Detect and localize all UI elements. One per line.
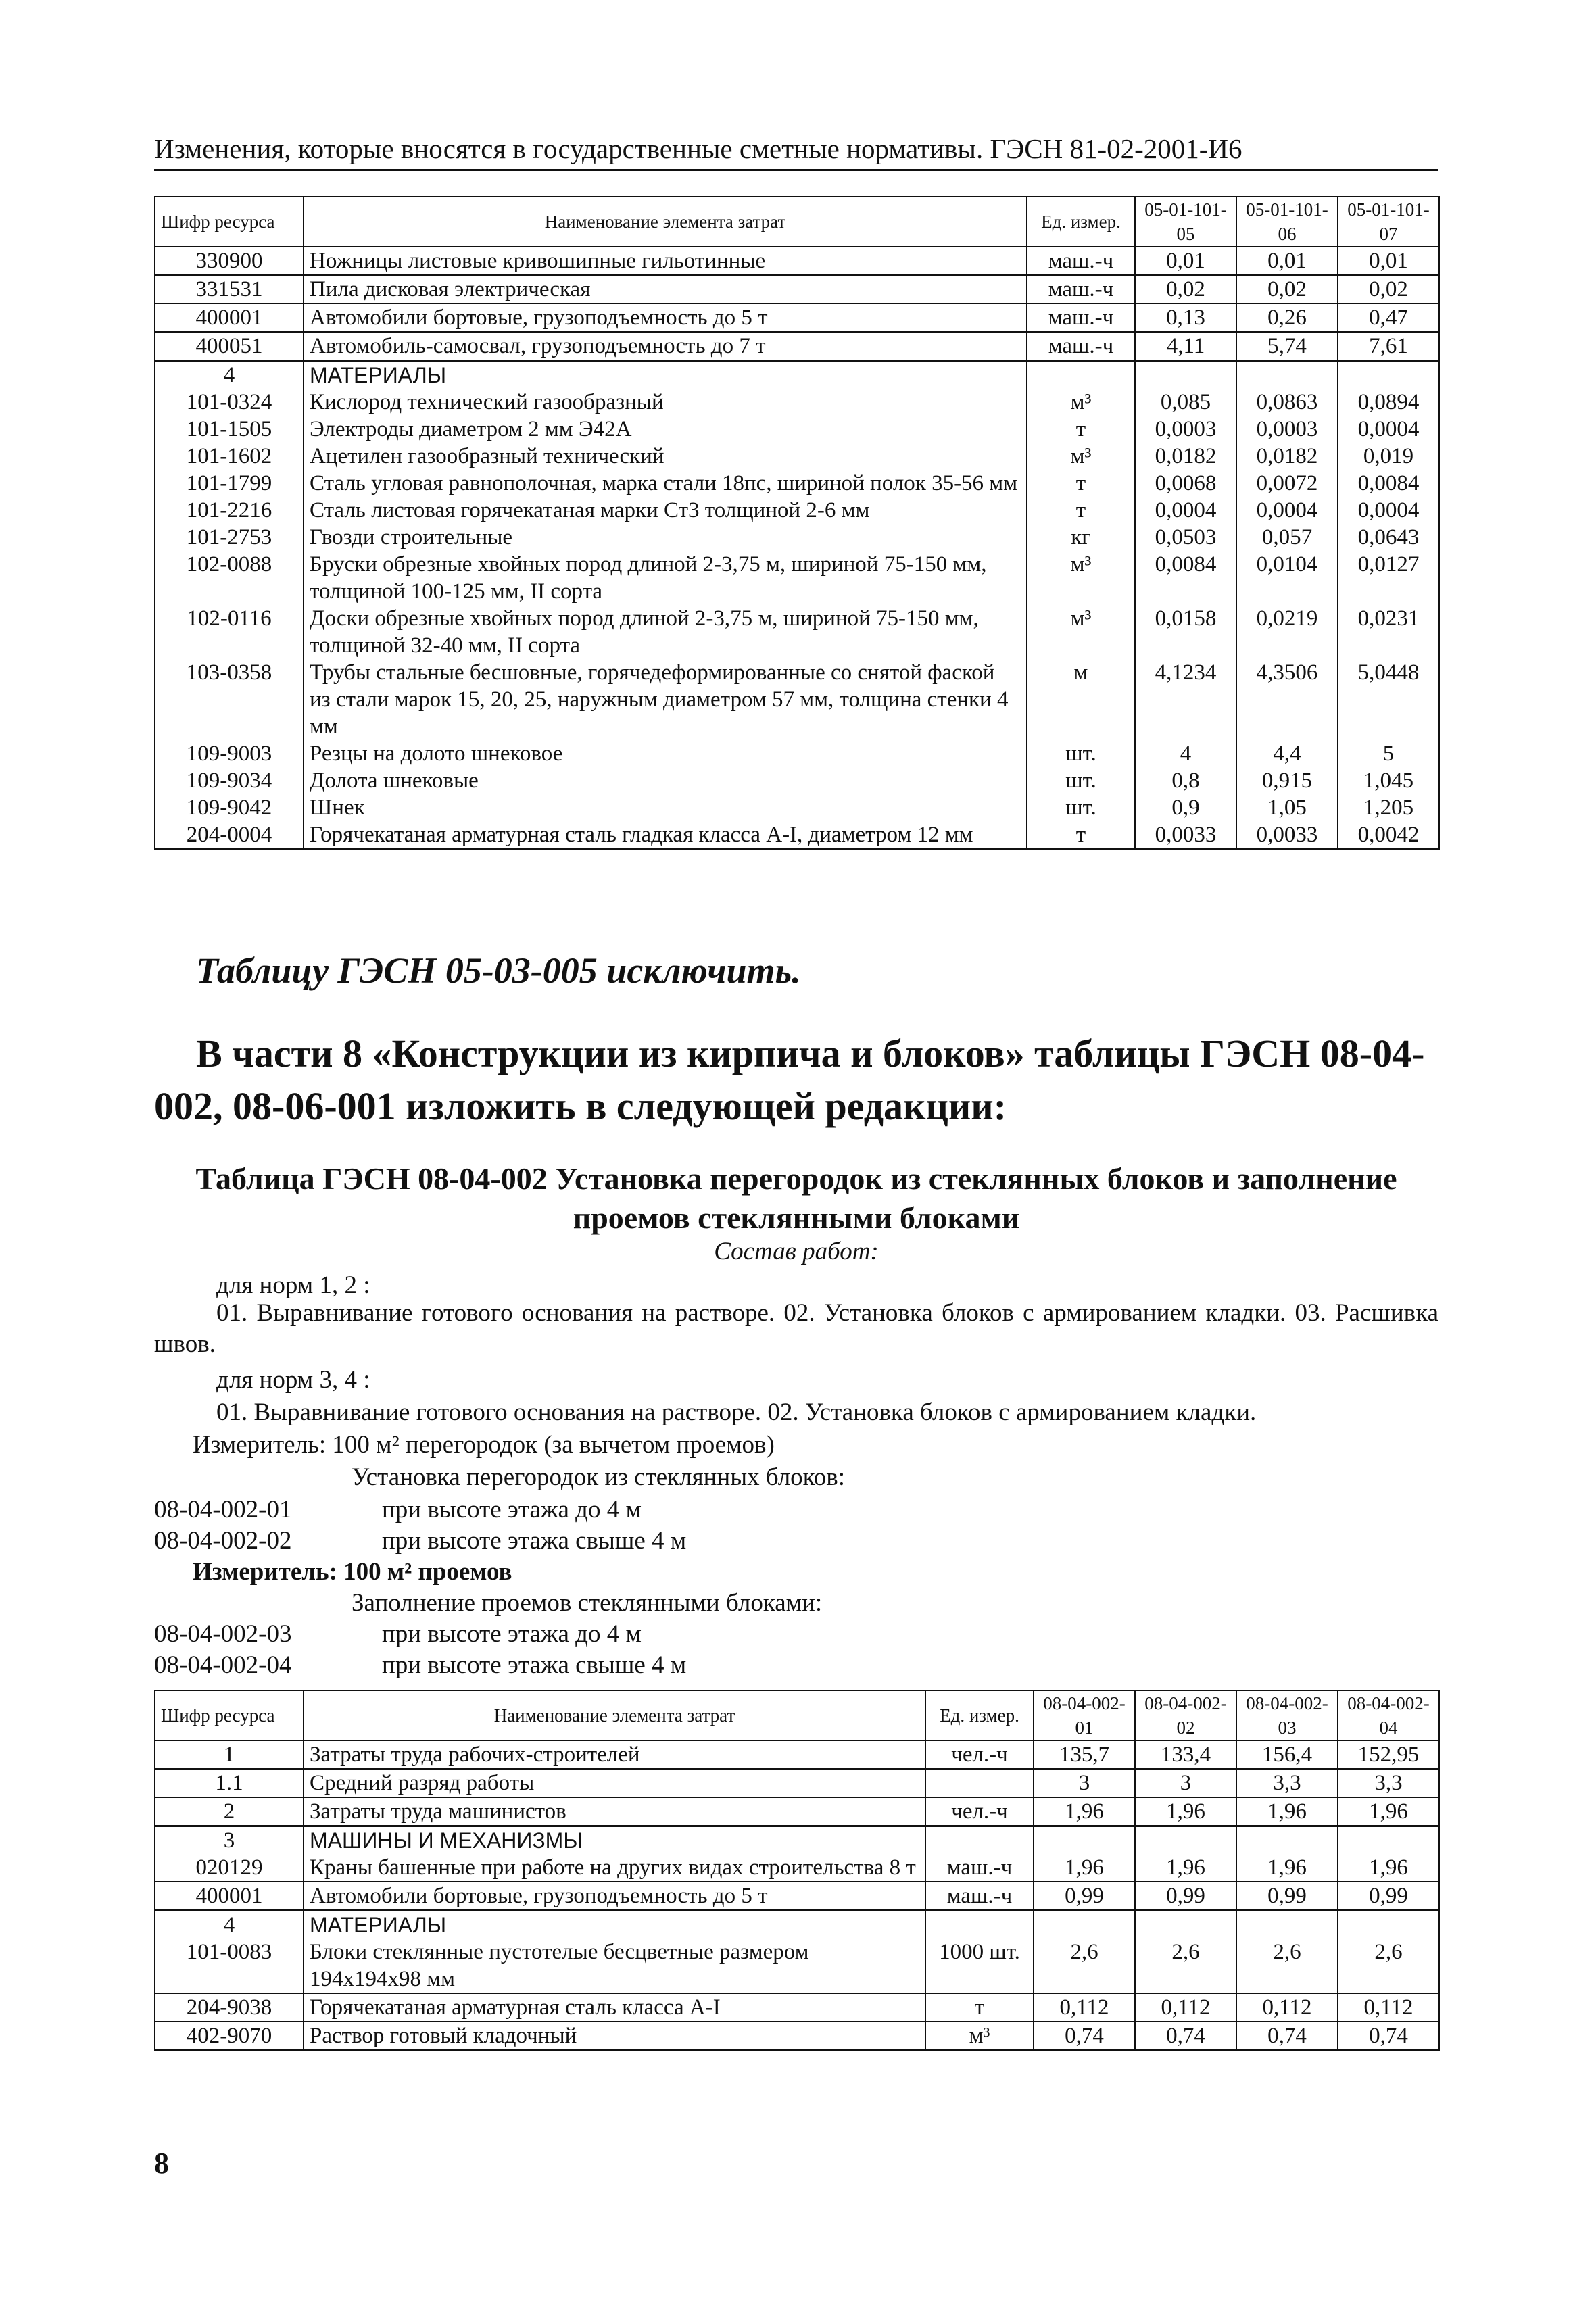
cell-v3: 0,0894 [1338,389,1439,416]
cell-name: Ножницы листовые кривошипные гильотинные [304,247,1027,275]
header-unit: Ед. измер. [1027,197,1135,247]
cell-name: Доски обрезные хвойных пород длиной 2-3,75 м, шириной 75-150 мм, толщиной 32-40 мм, II сорта [304,605,1027,659]
cell-v1: 1,96 [1034,1797,1135,1826]
cell-name: Горячекатаная арматурная сталь класса А-I [304,1993,925,2022]
cell-code: 101-0324 [155,389,304,416]
cell-unit: шт. [1027,794,1135,821]
cell-code: 400001 [155,1882,304,1911]
cell-v2: 0,0863 [1236,389,1338,416]
header-norm-3: 05-01-101-07 [1338,197,1439,247]
header-unit: Ед. измер. [925,1690,1034,1740]
cell-v2: 4,3506 [1236,659,1338,740]
cell-v1: 0,0158 [1135,605,1236,659]
cell-unit: м³ [1027,443,1135,470]
cell-v3: 0,0004 [1338,497,1439,524]
cell-v1 [1135,361,1236,389]
table-title: Таблица ГЭСН 08-04-002 Установка перегородок из стеклянных блоков и заполнение проемов стеклянными блоками [195,1161,1397,1235]
cell-v4: 1,96 [1338,1797,1439,1826]
meter-1-label: Измеритель: [193,1431,327,1459]
table-row [155,659,1439,740]
page-header: Изменения, которые вносятся в государственные сметные нормативы. ГЭСН 81-02-2001-И6 [154,132,1438,171]
cell-unit: т [1027,470,1135,497]
cell-name: МАШИНЫ И МЕХАНИЗМЫ [304,1826,925,1855]
cell-unit: м³ [1027,605,1135,659]
cell-code: 1 [155,1740,304,1769]
cell-code: 1.1 [155,1769,304,1797]
table-row [155,1993,1439,2022]
cell-unit: м³ [1027,389,1135,416]
cell-v2: 133,4 [1135,1740,1236,1769]
cell-code: 330900 [155,247,304,275]
cell-v3: 0,47 [1338,303,1439,332]
cell-v4 [1338,1911,1439,1939]
table-row [155,361,1439,389]
cell-v2 [1236,361,1338,389]
meter-2-value: 100 м² проемов [343,1558,512,1586]
cell-v1: 0,01 [1135,247,1236,275]
cell-name: Затраты труда рабочих-строителей [304,1740,925,1769]
cell-unit: маш.-ч [1027,303,1135,332]
cell-unit [925,1911,1034,1939]
install-label: Установка перегородок из стеклянных блоков: [352,1463,846,1491]
cell-unit: маш.-ч [925,1854,1034,1882]
table-row [155,1882,1439,1911]
cell-v3: 0,0004 [1338,416,1439,443]
table-row [155,794,1439,821]
composition-label: Состав работ: [714,1238,879,1265]
cell-unit: маш.-ч [1027,247,1135,275]
cell-unit: м³ [925,2022,1034,2051]
cell-name: МАТЕРИАЛЫ [304,1911,925,1939]
cell-v1: 0,0503 [1135,524,1236,551]
header-code: Шифр ресурса [155,1690,304,1740]
cell-name: Кислород технический газообразный [304,389,1027,416]
table-row [155,1740,1439,1769]
cell-v4: 152,95 [1338,1740,1439,1769]
table-row [155,524,1439,551]
table-row [155,1797,1439,1826]
cell-v2: 2,6 [1135,1939,1236,1993]
cell-unit: м [1027,659,1135,740]
cell-unit: т [925,1993,1034,2022]
table-row [155,1939,1439,1993]
cell-v1: 0,0182 [1135,443,1236,470]
cell-unit [1027,361,1135,389]
header-name: Наименование элемента затрат [304,1690,925,1740]
part8-heading: В части 8 «Конструкции из кирпича и блоков» таблицы ГЭСН 08-04-002, 08-06-001 изложить в следующей редакции: [154,1031,1425,1128]
cell-code: 101-2216 [155,497,304,524]
cell-v3: 0,0643 [1338,524,1439,551]
norm-2-text: при высоте этажа свыше 4 м [382,1527,687,1555]
cell-v3: 1,045 [1338,767,1439,794]
cell-v3: 0,99 [1236,1882,1338,1911]
cell-v2 [1135,1826,1236,1855]
cell-v2: 4,4 [1236,740,1338,767]
norms-1-2-label: для норм 1, 2 : [216,1271,370,1299]
table-row [155,1911,1439,1939]
cell-v1 [1034,1826,1135,1855]
cell-code: 020129 [155,1854,304,1882]
table-row [155,551,1439,605]
cell-v4: 2,6 [1338,1939,1439,1993]
header-name: Наименование элемента затрат [304,197,1027,247]
cell-unit: маш.-ч [1027,332,1135,361]
cell-v2: 1,96 [1135,1854,1236,1882]
cell-v1: 0,9 [1135,794,1236,821]
cell-v3: 2,6 [1236,1939,1338,1993]
cell-code: 3 [155,1826,304,1855]
cell-unit: чел.-ч [925,1740,1034,1769]
cell-v1: 0,8 [1135,767,1236,794]
cell-name: Гвозди строительные [304,524,1027,551]
cell-v2: 0,0072 [1236,470,1338,497]
resource-table-05-01-101 [154,196,1440,850]
cell-code: 109-9034 [155,767,304,794]
cell-code: 109-9003 [155,740,304,767]
cell-unit: маш.-ч [925,1882,1034,1911]
cell-v4 [1338,1826,1439,1855]
cell-v1: 1,96 [1034,1854,1135,1882]
norm-1-code: 08-04-002-01 [154,1496,292,1524]
cell-code: 101-1799 [155,470,304,497]
cell-v1: 0,085 [1135,389,1236,416]
cell-code: 101-1505 [155,416,304,443]
cell-code: 4 [155,361,304,389]
table-row [155,1769,1439,1797]
meter-2 [193,1557,512,1586]
cell-unit: кг [1027,524,1135,551]
fill-label: Заполнение проемов стеклянными блоками: [352,1589,823,1617]
cell-v1 [1034,1911,1135,1939]
header-norm-2: 05-01-101-06 [1236,197,1338,247]
cell-v2: 0,99 [1135,1882,1236,1911]
norm-3-text: при высоте этажа до 4 м [382,1620,642,1648]
cell-code: 2 [155,1797,304,1826]
cell-unit: чел.-ч [925,1797,1034,1826]
cell-v1: 4,11 [1135,332,1236,361]
cell-name: Шнек [304,794,1027,821]
cell-code: 101-2753 [155,524,304,551]
cell-v2: 3 [1135,1769,1236,1797]
cell-v2: 0,915 [1236,767,1338,794]
cell-v2: 1,05 [1236,794,1338,821]
cell-v3: 5 [1338,740,1439,767]
cell-code: 103-0358 [155,659,304,740]
cell-v2: 0,0219 [1236,605,1338,659]
cell-v2: 0,112 [1135,1993,1236,2022]
cell-v1: 0,02 [1135,275,1236,303]
table-row [155,767,1439,794]
cell-code: 101-0083 [155,1939,304,1993]
cell-code: 402-9070 [155,2022,304,2051]
table-row [155,443,1439,470]
cell-v3: 1,96 [1236,1854,1338,1882]
cell-name: Блоки стеклянные пустотелые бесцветные размером 194x194x98 мм [304,1939,925,1993]
meter-1 [193,1430,775,1459]
cell-v4: 1,96 [1338,1854,1439,1882]
header-norm-3: 08-04-002-03 [1236,1690,1338,1740]
cell-code: 102-0088 [155,551,304,605]
meter-2-label: Измеритель: [193,1558,337,1586]
meter-1-value: 100 м² перегородок (за вычетом проемов) [332,1431,775,1459]
table-row [155,821,1439,850]
cell-v3: 0,0231 [1338,605,1439,659]
exclude-notice: Таблицу ГЭСН 05-03-005 исключить. [196,950,801,991]
table-row [155,332,1439,361]
cell-v1: 4,1234 [1135,659,1236,740]
cell-code: 109-9042 [155,794,304,821]
cell-code: 204-0004 [155,821,304,850]
cell-v2: 0,0104 [1236,551,1338,605]
cell-name: Резцы на долото шнековое [304,740,1027,767]
table-row [155,1854,1439,1882]
cell-v3: 0,0084 [1338,470,1439,497]
cell-name: Раствор готовый кладочный [304,2022,925,2051]
cell-v3: 0,0042 [1338,821,1439,850]
cell-v3: 0,019 [1338,443,1439,470]
cell-v3: 5,0448 [1338,659,1439,740]
table-row [155,416,1439,443]
cell-name: Автомобили бортовые, грузоподъемность до 5 т [304,303,1027,332]
cell-name: Автомобиль-самосвал, грузоподъемность до 7 т [304,332,1027,361]
works-1-2: 01. Выравнивание готового основания на растворе. 02. Установка блоков с армированием кладки. 03. Расшивка швов. [154,1299,1438,1358]
cell-v3: 0,74 [1236,2022,1338,2051]
norm-3-code: 08-04-002-03 [154,1620,292,1648]
cell-unit: т [1027,497,1135,524]
cell-v2: 0,0182 [1236,443,1338,470]
cell-v3: 156,4 [1236,1740,1338,1769]
table-row [155,389,1439,416]
cell-v2: 0,0033 [1236,821,1338,850]
cell-name: Затраты труда машинистов [304,1797,925,1826]
cell-v1: 4 [1135,740,1236,767]
cell-name: Сталь угловая равнополочная, марка стали 18пс, шириной полок 35-56 мм [304,470,1027,497]
cell-name: Пила дисковая электрическая [304,275,1027,303]
cell-v1: 3 [1034,1769,1135,1797]
norms-3-4-label: для норм 3, 4 : [216,1366,370,1394]
cell-v3: 1,96 [1236,1797,1338,1826]
table-row [155,303,1439,332]
cell-v1: 0,74 [1034,2022,1135,2051]
norm-1-text: при высоте этажа до 4 м [382,1496,642,1524]
cell-v2: 5,74 [1236,332,1338,361]
cell-code: 101-1602 [155,443,304,470]
cell-v4: 0,74 [1338,2022,1439,2051]
cell-v2: 0,0003 [1236,416,1338,443]
cell-v1: 0,0084 [1135,551,1236,605]
cell-name: Трубы стальные бесшовные, горячедеформированные со снятой фаской из стали марок 15, 20, 25, наружным диаметром 57 мм, толщина стенки 4 мм [304,659,1027,740]
cell-v2: 0,0004 [1236,497,1338,524]
cell-v3: 7,61 [1338,332,1439,361]
cell-code: 400001 [155,303,304,332]
table-row [155,1826,1439,1855]
header-norm-2: 08-04-002-02 [1135,1690,1236,1740]
cell-v1: 0,112 [1034,1993,1135,2022]
cell-unit: м³ [1027,551,1135,605]
norm-2-code: 08-04-002-02 [154,1527,292,1555]
cell-name: Краны башенные при работе на других видах строительства 8 т [304,1854,925,1882]
works-3-4: 01. Выравнивание готового основания на растворе. 02. Установка блоков с армированием кладки. [216,1398,1257,1426]
cell-name: Ацетилен газообразный технический [304,443,1027,470]
cell-unit: т [1027,821,1135,850]
cell-v3: 0,0127 [1338,551,1439,605]
table-row [155,275,1439,303]
cell-v1: 0,0004 [1135,497,1236,524]
cell-name: Автомобили бортовые, грузоподъемность до 5 т [304,1882,925,1911]
cell-name: МАТЕРИАЛЫ [304,361,1027,389]
norm-4-text: при высоте этажа свыше 4 м [382,1651,687,1679]
cell-v1: 0,0033 [1135,821,1236,850]
cell-code: 4 [155,1911,304,1939]
cell-v2: 0,057 [1236,524,1338,551]
cell-v1: 0,99 [1034,1882,1135,1911]
cell-code: 331531 [155,275,304,303]
table-row [155,247,1439,275]
cell-v3: 1,205 [1338,794,1439,821]
cell-name: Сталь листовая горячекатаная марки Ст3 толщиной 2-6 мм [304,497,1027,524]
cell-v3: 0,01 [1338,247,1439,275]
cell-unit [925,1826,1034,1855]
cell-v3: 0,112 [1236,1993,1338,2022]
cell-code: 204-9038 [155,1993,304,2022]
resource-table-08-04-002 [154,1690,1440,2051]
cell-v1: 0,0068 [1135,470,1236,497]
cell-unit: маш.-ч [1027,275,1135,303]
cell-code: 400051 [155,332,304,361]
cell-unit: шт. [1027,740,1135,767]
cell-code: 102-0116 [155,605,304,659]
header-code: Шифр ресурса [155,197,304,247]
cell-name: Долота шнековые [304,767,1027,794]
cell-unit [925,1769,1034,1797]
table-row [155,497,1439,524]
cell-v3: 0,02 [1338,275,1439,303]
cell-name: Электроды диаметром 2 мм Э42А [304,416,1027,443]
cell-unit: 1000 шт. [925,1939,1034,1993]
header-norm-4: 08-04-002-04 [1338,1690,1439,1740]
table-row [155,740,1439,767]
cell-v2: 0,74 [1135,2022,1236,2051]
cell-v3: 3,3 [1236,1769,1338,1797]
cell-unit: шт. [1027,767,1135,794]
cell-unit: т [1027,416,1135,443]
norm-4-code: 08-04-002-04 [154,1651,292,1679]
table-row [155,2022,1439,2051]
cell-name: Средний разряд работы [304,1769,925,1797]
cell-v2 [1135,1911,1236,1939]
cell-v3 [1236,1911,1338,1939]
cell-v1: 0,13 [1135,303,1236,332]
page-number: 8 [154,2147,169,2180]
cell-name: Горячекатаная арматурная сталь гладкая класса А-I, диаметром 12 мм [304,821,1027,850]
cell-v1: 2,6 [1034,1939,1135,1993]
cell-v1: 0,0003 [1135,416,1236,443]
table-row [155,470,1439,497]
cell-name: Бруски обрезные хвойных пород длиной 2-3,75 м, шириной 75-150 мм, толщиной 100-125 мм, II сорта [304,551,1027,605]
cell-v2: 0,26 [1236,303,1338,332]
table-row [155,605,1439,659]
cell-v3 [1338,361,1439,389]
cell-v4: 0,99 [1338,1882,1439,1911]
cell-v4: 0,112 [1338,1993,1439,2022]
cell-v2: 0,01 [1236,247,1338,275]
cell-v2: 0,02 [1236,275,1338,303]
cell-v3 [1236,1826,1338,1855]
header-norm-1: 08-04-002-01 [1034,1690,1135,1740]
header-norm-1: 05-01-101-05 [1135,197,1236,247]
cell-v4: 3,3 [1338,1769,1439,1797]
cell-v1: 135,7 [1034,1740,1135,1769]
cell-v2: 1,96 [1135,1797,1236,1826]
